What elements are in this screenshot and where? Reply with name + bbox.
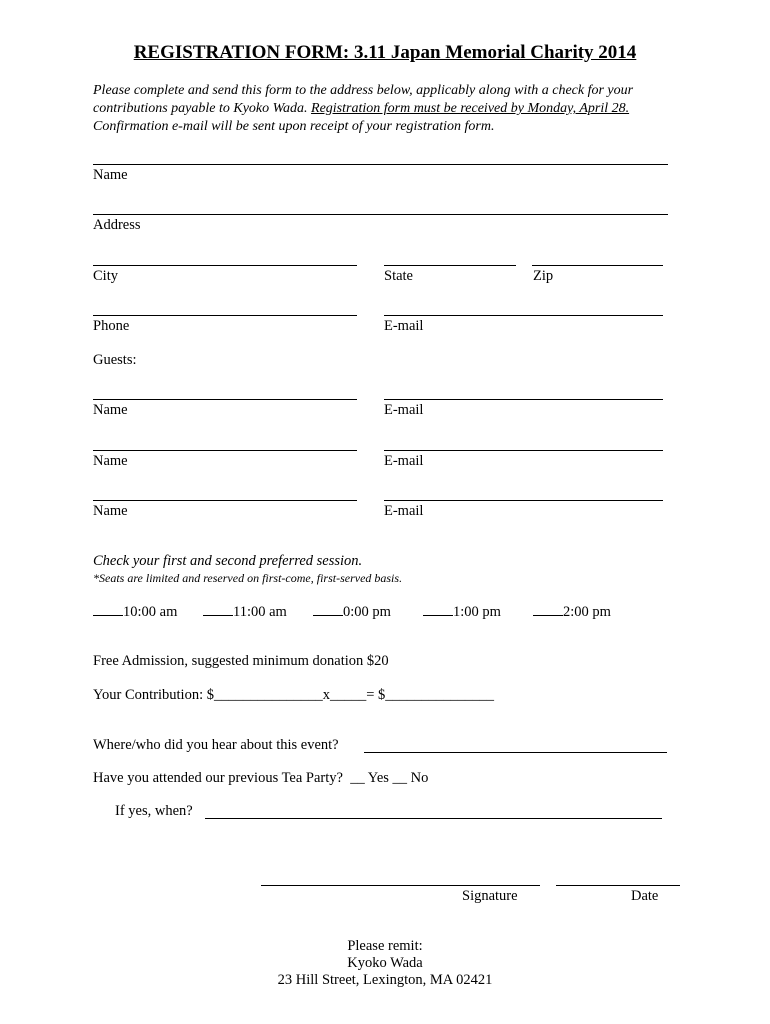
date-line[interactable]	[556, 885, 680, 886]
session-note: *Seats are limited and reserved on first-come, first-served basis.	[93, 571, 403, 585]
signature-line[interactable]	[261, 885, 540, 886]
intro-paragraph	[93, 82, 673, 136]
intro-deadline: Registration form must be received by Monday, April 28.	[311, 101, 630, 116]
guest-2-name-line[interactable]	[93, 450, 357, 451]
guest-3-email-label: E-mail	[384, 503, 424, 519]
state-label: State	[384, 268, 413, 284]
session-5-checkline[interactable]	[533, 602, 563, 616]
guest-2-name-label: Name	[93, 453, 128, 469]
zip-label: Zip	[533, 268, 554, 284]
name-label: Name	[93, 167, 128, 183]
address-label: Address	[93, 217, 141, 233]
session-1-label: 10:00 am	[123, 604, 178, 620]
attended-question[interactable]: Have you attended our previous Tea Party? __ Yes __ No	[93, 770, 429, 786]
intro-text-1: Please complete and send this form to the address below, applicably along with a check for your contributions payable to Kyoko Wada.	[93, 83, 634, 116]
email-label: E-mail	[384, 318, 424, 334]
guest-1-name-label: Name	[93, 402, 128, 418]
session-option-5[interactable]	[533, 602, 611, 620]
guest-3-name-line[interactable]	[93, 500, 357, 501]
if-yes-label: If yes, when?	[115, 803, 193, 819]
contribution-field[interactable]: Your Contribution: $_______________x_____= $_______________	[93, 687, 495, 703]
phone-label: Phone	[93, 318, 130, 334]
guest-2-email-label: E-mail	[384, 453, 424, 469]
guest-3-email-line[interactable]	[384, 500, 663, 501]
date-label: Date	[631, 888, 659, 904]
zip-line[interactable]	[532, 265, 663, 266]
guest-1-email-line[interactable]	[384, 399, 663, 400]
signature-label: Signature	[462, 888, 518, 904]
phone-line[interactable]	[93, 315, 357, 316]
guests-heading: Guests:	[93, 352, 137, 368]
state-line[interactable]	[384, 265, 516, 266]
city-label: City	[93, 268, 118, 284]
city-line[interactable]	[93, 265, 357, 266]
guest-2-email-line[interactable]	[384, 450, 663, 451]
address-line[interactable]	[93, 214, 668, 215]
session-2-label: 11:00 am	[233, 604, 287, 620]
session-1-checkline[interactable]	[93, 602, 123, 616]
if-yes-line[interactable]	[205, 818, 662, 819]
hear-about-label: Where/who did you hear about this event?	[93, 737, 339, 753]
session-option-1[interactable]	[93, 602, 177, 620]
session-option-2[interactable]	[203, 602, 287, 620]
session-2-checkline[interactable]	[203, 602, 233, 616]
name-line[interactable]	[93, 164, 668, 165]
session-option-3[interactable]	[313, 602, 391, 620]
guest-1-name-line[interactable]	[93, 399, 357, 400]
session-3-label: 0:00 pm	[343, 604, 391, 620]
session-option-4[interactable]	[423, 602, 501, 620]
form-title: REGISTRATION FORM: 3.11 Japan Memorial Charity 2014	[133, 42, 637, 63]
session-4-label: 1:00 pm	[453, 604, 501, 620]
session-heading: Check your first and second preferred session.	[93, 553, 363, 569]
guest-3-name-label: Name	[93, 503, 128, 519]
free-admission-text: Free Admission, suggested minimum donation $20	[93, 653, 389, 669]
hear-about-line[interactable]	[364, 752, 667, 753]
guest-1-email-label: E-mail	[384, 402, 424, 418]
remit-heading: Please remit:	[347, 938, 423, 954]
remit-name: Kyoko Wada	[347, 955, 423, 971]
remit-address: 23 Hill Street, Lexington, MA 02421	[277, 972, 493, 988]
session-4-checkline[interactable]	[423, 602, 453, 616]
session-5-label: 2:00 pm	[563, 604, 611, 620]
session-3-checkline[interactable]	[313, 602, 343, 616]
intro-text-2: Confirmation e-mail will be sent upon receipt of your registration form.	[93, 119, 495, 134]
email-line[interactable]	[384, 315, 663, 316]
